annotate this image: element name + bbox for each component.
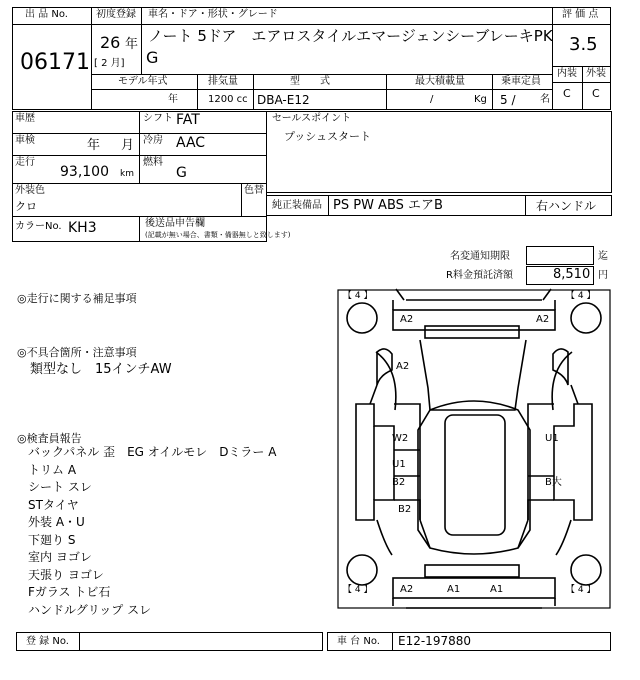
shift-label: シフト [143, 113, 173, 124]
registration-month: [ 2 月] [94, 58, 125, 69]
tire-rear-left-label: 【 4 】 [343, 585, 373, 595]
displacement-label: 排気量 [208, 76, 238, 87]
defects-title: ◎不具合箇所・注意事項 [17, 346, 137, 359]
exterior-grade: C [592, 87, 600, 100]
score-label: 評 価 点 [562, 9, 599, 20]
mark-front-left: A2 [400, 314, 414, 325]
tire-front-left-label: 【 4 】 [343, 291, 373, 301]
inspector-report-line: シート スレ [28, 480, 92, 494]
equipment-label: 純正装備品 [272, 200, 322, 211]
model-type: DBA-E12 [257, 93, 310, 107]
inspection-label: 車検 [15, 135, 35, 146]
recycle-fee-unit: 円 [598, 270, 608, 281]
car-name-line2: G [146, 48, 159, 67]
max-load-slash: / [430, 94, 434, 105]
car-name-label: 車名・ドア・形状・グレード [148, 9, 278, 20]
mileage-label: 走行 [15, 157, 35, 168]
inspection-month: 月 [121, 138, 135, 153]
name-change-unit: 迄 [598, 251, 608, 262]
first-registration-label: 初度登録 [96, 9, 136, 20]
tire-rear-right-label: 【 4 】 [566, 585, 596, 595]
air-conditioning: AAC [176, 135, 206, 151]
shift: FAT [176, 112, 200, 128]
fuel-label: 燃料 [143, 157, 163, 168]
exterior-label: 外装 [586, 68, 606, 79]
max-load-unit: Kg [474, 94, 487, 105]
inspection-year: 年 [87, 138, 101, 153]
name-change-label: 名変通知期限 [450, 251, 510, 262]
driving-notes-title: ◎走行に関する補足事項 [17, 292, 137, 305]
model-year-label: モデル年式 [118, 76, 168, 87]
capacity-label: 乗車定員 [501, 76, 541, 87]
mark-left-rear: B2 [398, 504, 412, 515]
inspector-report-title: ◎検査員報告 [17, 432, 82, 445]
sales-point: プッシュスタート [284, 130, 372, 143]
chassis-number: E12-197880 [398, 634, 471, 648]
displacement: 1200 cc [208, 94, 248, 105]
mark-left-mid-top: U1 [392, 459, 406, 470]
chassis-number-label: 車 台 No. [337, 636, 380, 647]
car-name-line1: ノート 5ドア エアロスタイルエマージェンシーブレーキPK [148, 27, 553, 45]
exterior-color-label: 外装色 [15, 185, 45, 196]
mark-rear-right: A1 [490, 584, 504, 595]
recycle-fee: 8,510 [553, 267, 591, 282]
color-number-label: カラーNo. [15, 221, 62, 232]
inspector-report-line: STタイヤ [28, 497, 79, 512]
ac-label: 冷房 [143, 135, 163, 146]
registration-year: 26 [100, 33, 121, 52]
inspector-report-line: 室内 ヨゴレ [28, 550, 92, 564]
capacity: 5 / [500, 93, 516, 107]
history-label: 車歴 [15, 113, 35, 124]
inspector-report-line: 外装 A・U [28, 515, 85, 529]
mark-rear-center: A1 [447, 584, 461, 595]
exterior-color: クロ [15, 200, 37, 213]
mark-hood-side: A2 [396, 361, 410, 372]
capacity-unit: 名 [540, 94, 550, 105]
registration-number-label: 登 録 No. [26, 636, 69, 647]
fuel: G [176, 165, 187, 181]
mileage: 93,100 [60, 164, 109, 180]
mark-right-front: U1 [545, 433, 559, 444]
inspector-report-line: 天張り ヨゴレ [28, 567, 104, 582]
tire-front-right-label: 【 4 】 [566, 291, 596, 301]
lot-number: 06171 [20, 50, 90, 75]
defects-text: 類型なし 15インチAW [30, 362, 172, 377]
steering-side: 右ハンドル [536, 199, 597, 213]
inspector-report-line: Fガラス トビ石 [28, 585, 111, 599]
model-year-unit: 年 [168, 94, 178, 105]
mark-left-front-door: W2 [392, 433, 409, 444]
overall-score: 3.5 [569, 34, 598, 55]
registration-year-unit: 年 [125, 37, 139, 52]
interior-grade: C [563, 87, 571, 100]
type-label: 型 式 [290, 76, 330, 87]
recycle-fee-label: R料金預託済額 [446, 270, 513, 281]
mark-left-mid-bottom: B2 [392, 477, 406, 488]
mileage-unit: km [120, 169, 134, 179]
interior-label: 内装 [557, 68, 577, 79]
inspector-report-line: バックパネル 歪 EG オイルモレ Dミラー A [28, 445, 277, 459]
sales-point-label: セールスポイント [272, 113, 352, 124]
mark-rear-left: A2 [400, 584, 414, 595]
inspector-report-line: トリム A [28, 462, 77, 477]
mark-front-right: A2 [536, 314, 550, 325]
inspector-report-line: ハンドルグリップ スレ [28, 602, 152, 617]
aftermarket-note: (記載が無い場合、書類・備器無しと致します) [145, 231, 291, 239]
equipment: PS PW ABS エアB [333, 198, 443, 213]
aftermarket-label: 後送品申告欄 [145, 218, 205, 229]
recolor-label: 色替 [244, 185, 264, 196]
lot-number-label: 出 品 No. [25, 9, 68, 20]
max-load-label: 最大積載量 [415, 76, 465, 87]
color-number: KH3 [68, 220, 97, 236]
mark-right-rear: B大 [545, 477, 562, 488]
inspector-report-line: 下廻り S [28, 532, 76, 547]
